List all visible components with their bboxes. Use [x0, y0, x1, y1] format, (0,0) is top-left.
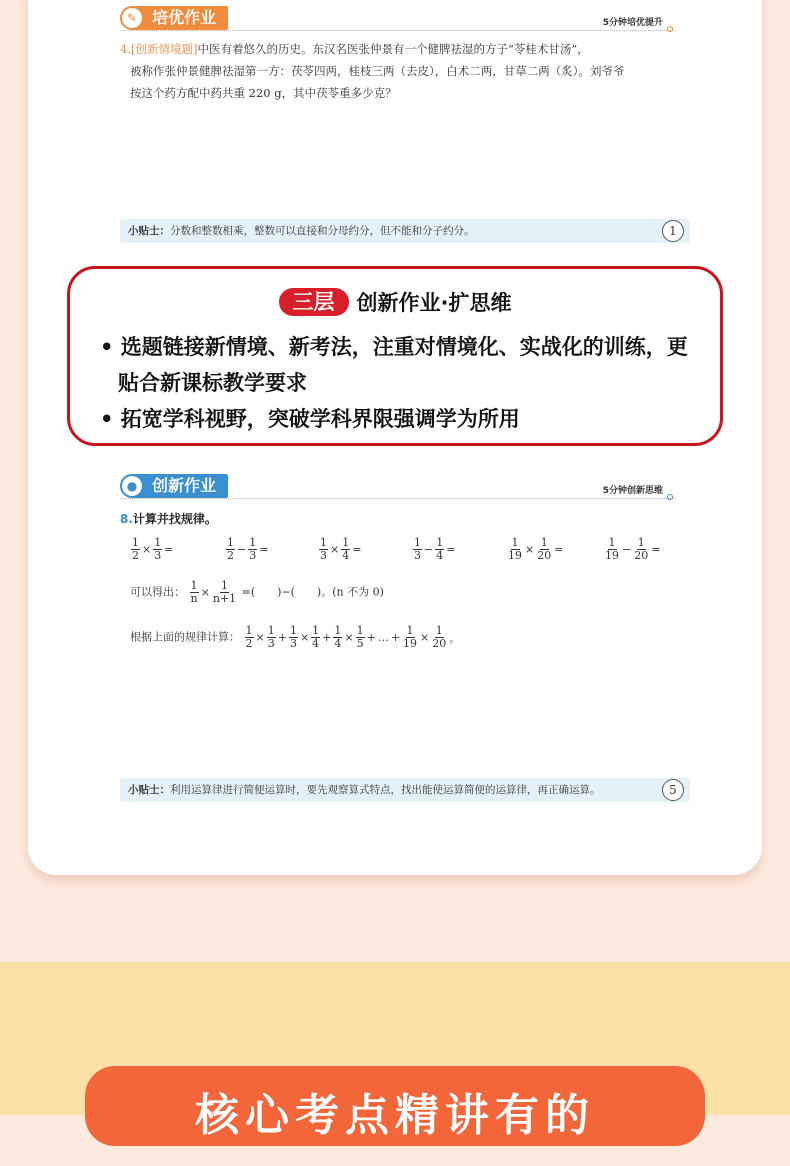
section-badge-label: 创新作业: [152, 476, 217, 495]
numerator: 1: [342, 536, 350, 549]
derive-tail: =( )−( )。(n 不为 0): [241, 585, 384, 599]
section-header-chuangxin: [120, 474, 675, 500]
numerator: 1: [289, 624, 297, 637]
callout-bullet: • 拓宽学科视野，突破学科界限强调学为所用: [100, 407, 520, 431]
section-time-label: 5分钟培优提升: [602, 18, 663, 28]
tip-text: 利用运算律进行简便运算时，要先观察算式特点，找出能使运算简便的运算律，再正确运算。: [170, 784, 601, 796]
ellipsis: …: [377, 631, 389, 644]
derive-line: [130, 580, 384, 605]
tip-bar: [120, 778, 690, 802]
denominator: 3: [267, 637, 275, 650]
fraction: [435, 537, 444, 562]
section-header-peiyou: [120, 6, 675, 32]
feature-callout: [67, 266, 723, 446]
expression: [412, 537, 456, 562]
fraction: [190, 580, 199, 605]
fraction: [212, 580, 237, 605]
numerator: 1: [334, 624, 342, 637]
denominator: 5: [356, 637, 364, 650]
numerator: 1: [190, 579, 198, 592]
denominator: 3: [249, 549, 257, 562]
fraction: [356, 625, 365, 650]
denominator: 3: [414, 549, 421, 562]
denominator: 20: [537, 549, 552, 562]
numerator: 1: [540, 536, 548, 549]
lightbulb-icon: ●: [122, 476, 142, 496]
times-operator: ×: [255, 631, 265, 644]
denominator: 19: [605, 549, 619, 562]
numerator: 1: [414, 536, 421, 549]
numerator: 1: [227, 536, 234, 549]
page-number: 5: [662, 779, 684, 801]
numerator: 1: [406, 624, 414, 637]
fraction: [131, 537, 140, 562]
expression: [506, 537, 564, 562]
numerator: 1: [436, 536, 444, 549]
fraction: [604, 537, 620, 562]
calc-prefix: 根据上面的规律计算：: [130, 630, 240, 644]
problem-8-title: [120, 510, 217, 527]
expression: [318, 537, 362, 562]
times-operator: ×: [299, 631, 310, 644]
problem-line: 中医有着悠久的历史。东汉名医张仲景有一个健脾祛湿的方子“苓桂术甘汤”，: [197, 42, 589, 56]
fraction: [248, 537, 257, 562]
numerator: 1: [267, 624, 275, 637]
times-operator: ×: [344, 631, 354, 644]
equals-sign: =: [651, 543, 661, 556]
numerator: 1: [320, 536, 327, 549]
problem-tag: [创新情境题]: [130, 42, 198, 56]
numerator: 1: [637, 536, 645, 549]
denominator: 4: [312, 637, 320, 650]
period: 。: [449, 631, 461, 645]
operator: −: [424, 543, 434, 556]
denominator: 3: [289, 637, 297, 650]
fraction: [341, 537, 350, 562]
plus-operator: +: [277, 631, 287, 644]
plus-operator: +: [366, 631, 376, 644]
numerator: 1: [511, 536, 519, 549]
fraction: [267, 625, 276, 650]
numerator: 1: [435, 624, 443, 637]
fraction: [245, 625, 254, 650]
expression: [225, 537, 269, 562]
numerator: 1: [608, 536, 616, 549]
dotted-divider: [120, 30, 675, 31]
denominator: 3: [320, 549, 327, 562]
operator: ×: [330, 543, 340, 556]
fraction: [226, 537, 235, 562]
callout-bullet: • 选题链接新情境、新考法，注重对情境化、实战化的训练，更贴合新课标教学要求: [100, 335, 688, 395]
denominator: 19: [508, 549, 522, 562]
numerator: 1: [312, 624, 320, 637]
fraction: [289, 625, 298, 650]
denominator: n: [190, 592, 198, 605]
page-number: 1: [662, 220, 684, 242]
fraction: [402, 625, 418, 650]
denominator: 2: [132, 549, 139, 562]
problem-line: 被称作张仲景健脾祛湿第一方：茯苓四两，桂枝三两（去皮），白术二两，甘草二两（炙）。刘爷爷: [130, 64, 625, 78]
problem-title: 计算并找规律。: [132, 512, 217, 526]
equals-sign: =: [352, 543, 362, 556]
callout-title: [70, 287, 720, 317]
numerator: 1: [132, 536, 139, 549]
denominator: 20: [634, 549, 649, 562]
fraction: [319, 537, 328, 562]
denominator: 19: [403, 637, 418, 650]
problem-line: 按这个药方配中药共重 220 g，其中茯苓重多少克？: [130, 86, 397, 100]
operator: ×: [142, 543, 152, 556]
calc-line: [130, 625, 461, 650]
problem-number: 8.: [120, 512, 133, 526]
numerator: 1: [249, 536, 257, 549]
operator: −: [622, 543, 632, 556]
section-time-label: 5分钟创新思维: [602, 486, 663, 496]
problem-4: [120, 38, 680, 104]
tip-label: 小贴士：: [128, 784, 170, 796]
divider-end-dot: [667, 494, 673, 500]
denominator: 2: [245, 637, 253, 650]
equals-sign: =: [446, 543, 456, 556]
denominator: 4: [342, 549, 350, 562]
expression: [603, 537, 661, 562]
numerator: 1: [356, 624, 364, 637]
tip-label: 小贴士：: [128, 225, 170, 237]
dotted-divider: [120, 498, 675, 499]
fraction: [333, 625, 342, 650]
denominator: 3: [154, 549, 162, 562]
operator: ×: [525, 543, 535, 556]
operator: −: [237, 543, 247, 556]
fraction: [311, 625, 320, 650]
problem-number: 4.: [120, 42, 131, 56]
denominator: n+1: [212, 592, 237, 605]
pencil-book-icon: ✎: [122, 8, 142, 28]
section-badge: [120, 474, 228, 498]
times-operator: ×: [200, 586, 210, 599]
callout-heading: 创新作业·扩思维: [356, 291, 512, 315]
times-operator: ×: [420, 631, 430, 644]
equals-sign: =: [259, 543, 269, 556]
fraction: [413, 537, 422, 562]
numerator: 1: [245, 624, 253, 637]
fraction: [431, 625, 447, 650]
denominator: 2: [227, 549, 234, 562]
denominator: 20: [432, 637, 447, 650]
denominator: 4: [334, 637, 342, 650]
divider-end-dot: [667, 26, 673, 32]
plus-operator: +: [390, 631, 401, 644]
plus-operator: +: [322, 631, 332, 644]
derive-prefix: 可以得出：: [130, 585, 185, 599]
numerator: 1: [220, 579, 228, 592]
section-badge-label: 培优作业: [152, 8, 217, 27]
tip-bar: [120, 219, 690, 243]
bottom-banner: 核心考点精讲有的: [85, 1066, 705, 1146]
level-pill: 三层: [279, 288, 349, 316]
denominator: 4: [436, 549, 444, 562]
fraction: [507, 537, 523, 562]
equals-sign: =: [554, 543, 564, 556]
fraction: [153, 537, 162, 562]
equals-sign: =: [164, 543, 174, 556]
fraction: [633, 537, 649, 562]
section-badge: [120, 6, 228, 30]
expression: [130, 537, 174, 562]
numerator: 1: [154, 536, 162, 549]
tip-text: 分数和整数相乘，整数可以直接和分母约分，但不能和分子约分。: [170, 225, 475, 237]
fraction: [536, 537, 552, 562]
